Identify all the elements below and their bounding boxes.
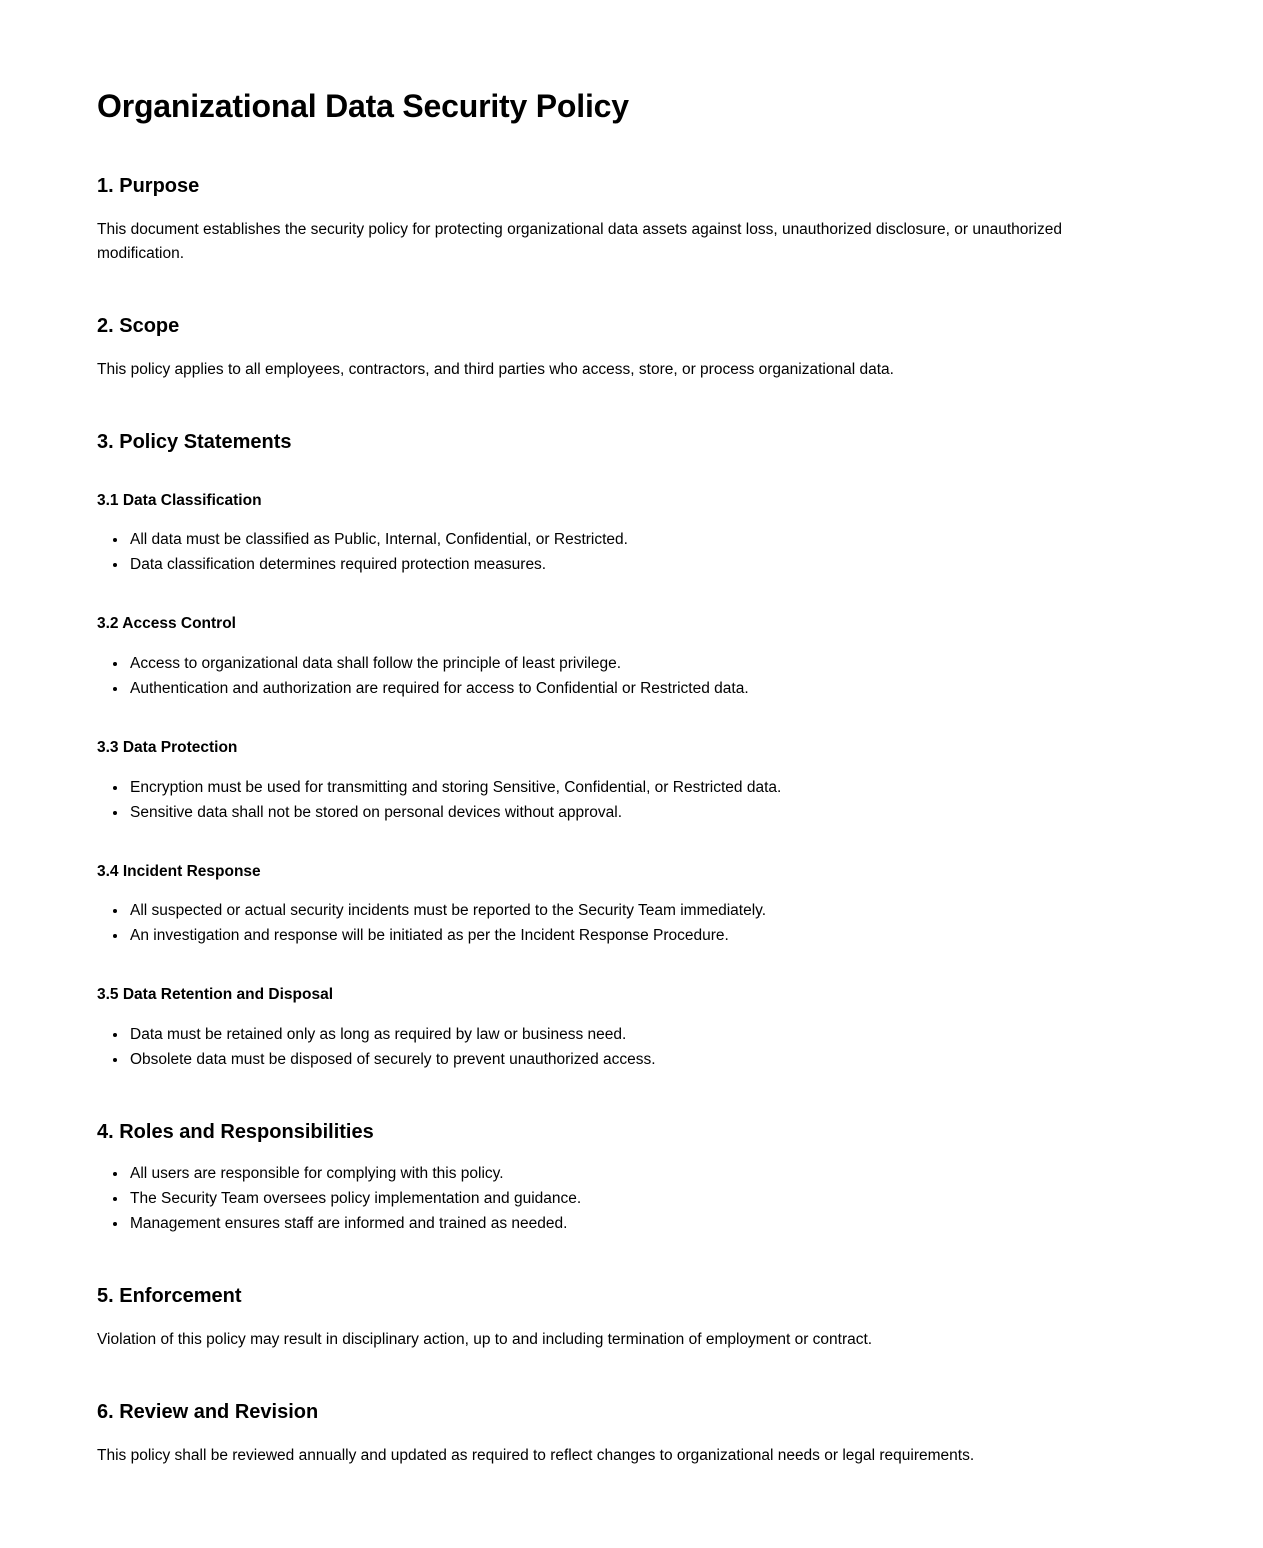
list-item: • Management ensures staff are informed and trained as needed. [128, 1212, 1103, 1236]
section-heading-purpose: 1. Purpose [97, 174, 200, 197]
list-item: • Encryption must be used for transmitting and storing Sensitive, Confidential, or Restricted data. [128, 776, 1103, 800]
section-heading-roles-and-responsibilities: 4. Roles and Responsibilities [97, 1120, 374, 1143]
section-paragraph-purpose: This document establishes the security policy for protecting organizational data assets against loss, unauthorized disclosure, or unauthorized modification. [97, 220, 1062, 262]
page-title: Organizational Data Security Policy [97, 88, 629, 124]
bullet-list-roles-and-responsibilities [97, 1162, 1103, 1236]
section-enforcement [97, 1284, 1103, 1352]
section-review-and-revision [97, 1400, 1103, 1468]
list-item: • Obsolete data must be disposed of securely to prevent unauthorized access. [128, 1048, 1103, 1072]
bullet-list-incident-response [97, 899, 1103, 948]
list-item: • Sensitive data shall not be stored on personal devices without approval. [128, 801, 1103, 825]
subsection-heading-data-retention-and-disposal: 3.5 Data Retention and Disposal [97, 986, 333, 1004]
subsection-heading-access-control: 3.2 Access Control [97, 615, 236, 633]
list-item: • Data must be retained only as long as required by law or business need. [128, 1023, 1103, 1047]
section-heading-scope: 2. Scope [97, 314, 180, 337]
list-item: • Data classification determines required protection measures. [128, 553, 1103, 577]
list-item: • All data must be classified as Public, Internal, Confidential, or Restricted. [128, 528, 1103, 552]
section-heading-review-and-revision: 6. Review and Revision [97, 1400, 319, 1423]
section-heading-enforcement: 5. Enforcement [97, 1284, 242, 1307]
bullet-list-data-protection [97, 776, 1103, 825]
subsection-heading-data-protection: 3.3 Data Protection [97, 739, 238, 757]
list-item: • The Security Team oversees policy implementation and guidance. [128, 1187, 1103, 1211]
section-roles-and-responsibilities [97, 1120, 1103, 1236]
list-item: • Access to organizational data shall follow the principle of least privilege. [128, 652, 1103, 676]
section-heading-policy-statements: 3. Policy Statements [97, 430, 292, 453]
section-paragraph-enforcement: Violation of this policy may result in disciplinary action, up to and including termination of employment or contract. [97, 1330, 873, 1348]
list-item: • All suspected or actual security incidents must be reported to the Security Team immediately. [128, 899, 1103, 923]
subsection-heading-data-classification: 3.1 Data Classification [97, 491, 262, 509]
bullet-list-data-retention-and-disposal [97, 1023, 1103, 1072]
list-item: • An investigation and response will be initiated as per the Incident Response Procedure. [128, 924, 1103, 948]
list-item: • All users are responsible for complying with this policy. [128, 1162, 1103, 1186]
section-purpose [97, 174, 1103, 266]
bullet-list-data-classification [97, 528, 1103, 577]
section-scope [97, 314, 1103, 382]
section-paragraph-scope: This policy applies to all employees, contractors, and third parties who access, store, or process organizational data. [97, 360, 894, 378]
list-item: • Authentication and authorization are required for access to Confidential or Restricted data. [128, 677, 1103, 701]
section-paragraph-review-and-revision: This policy shall be reviewed annually and updated as required to reflect changes to organizational needs or legal requirements. [97, 1446, 975, 1464]
subsection-heading-incident-response: 3.4 Incident Response [97, 862, 261, 880]
section-policy-statements [97, 430, 1103, 1072]
bullet-list-access-control [97, 652, 1103, 701]
